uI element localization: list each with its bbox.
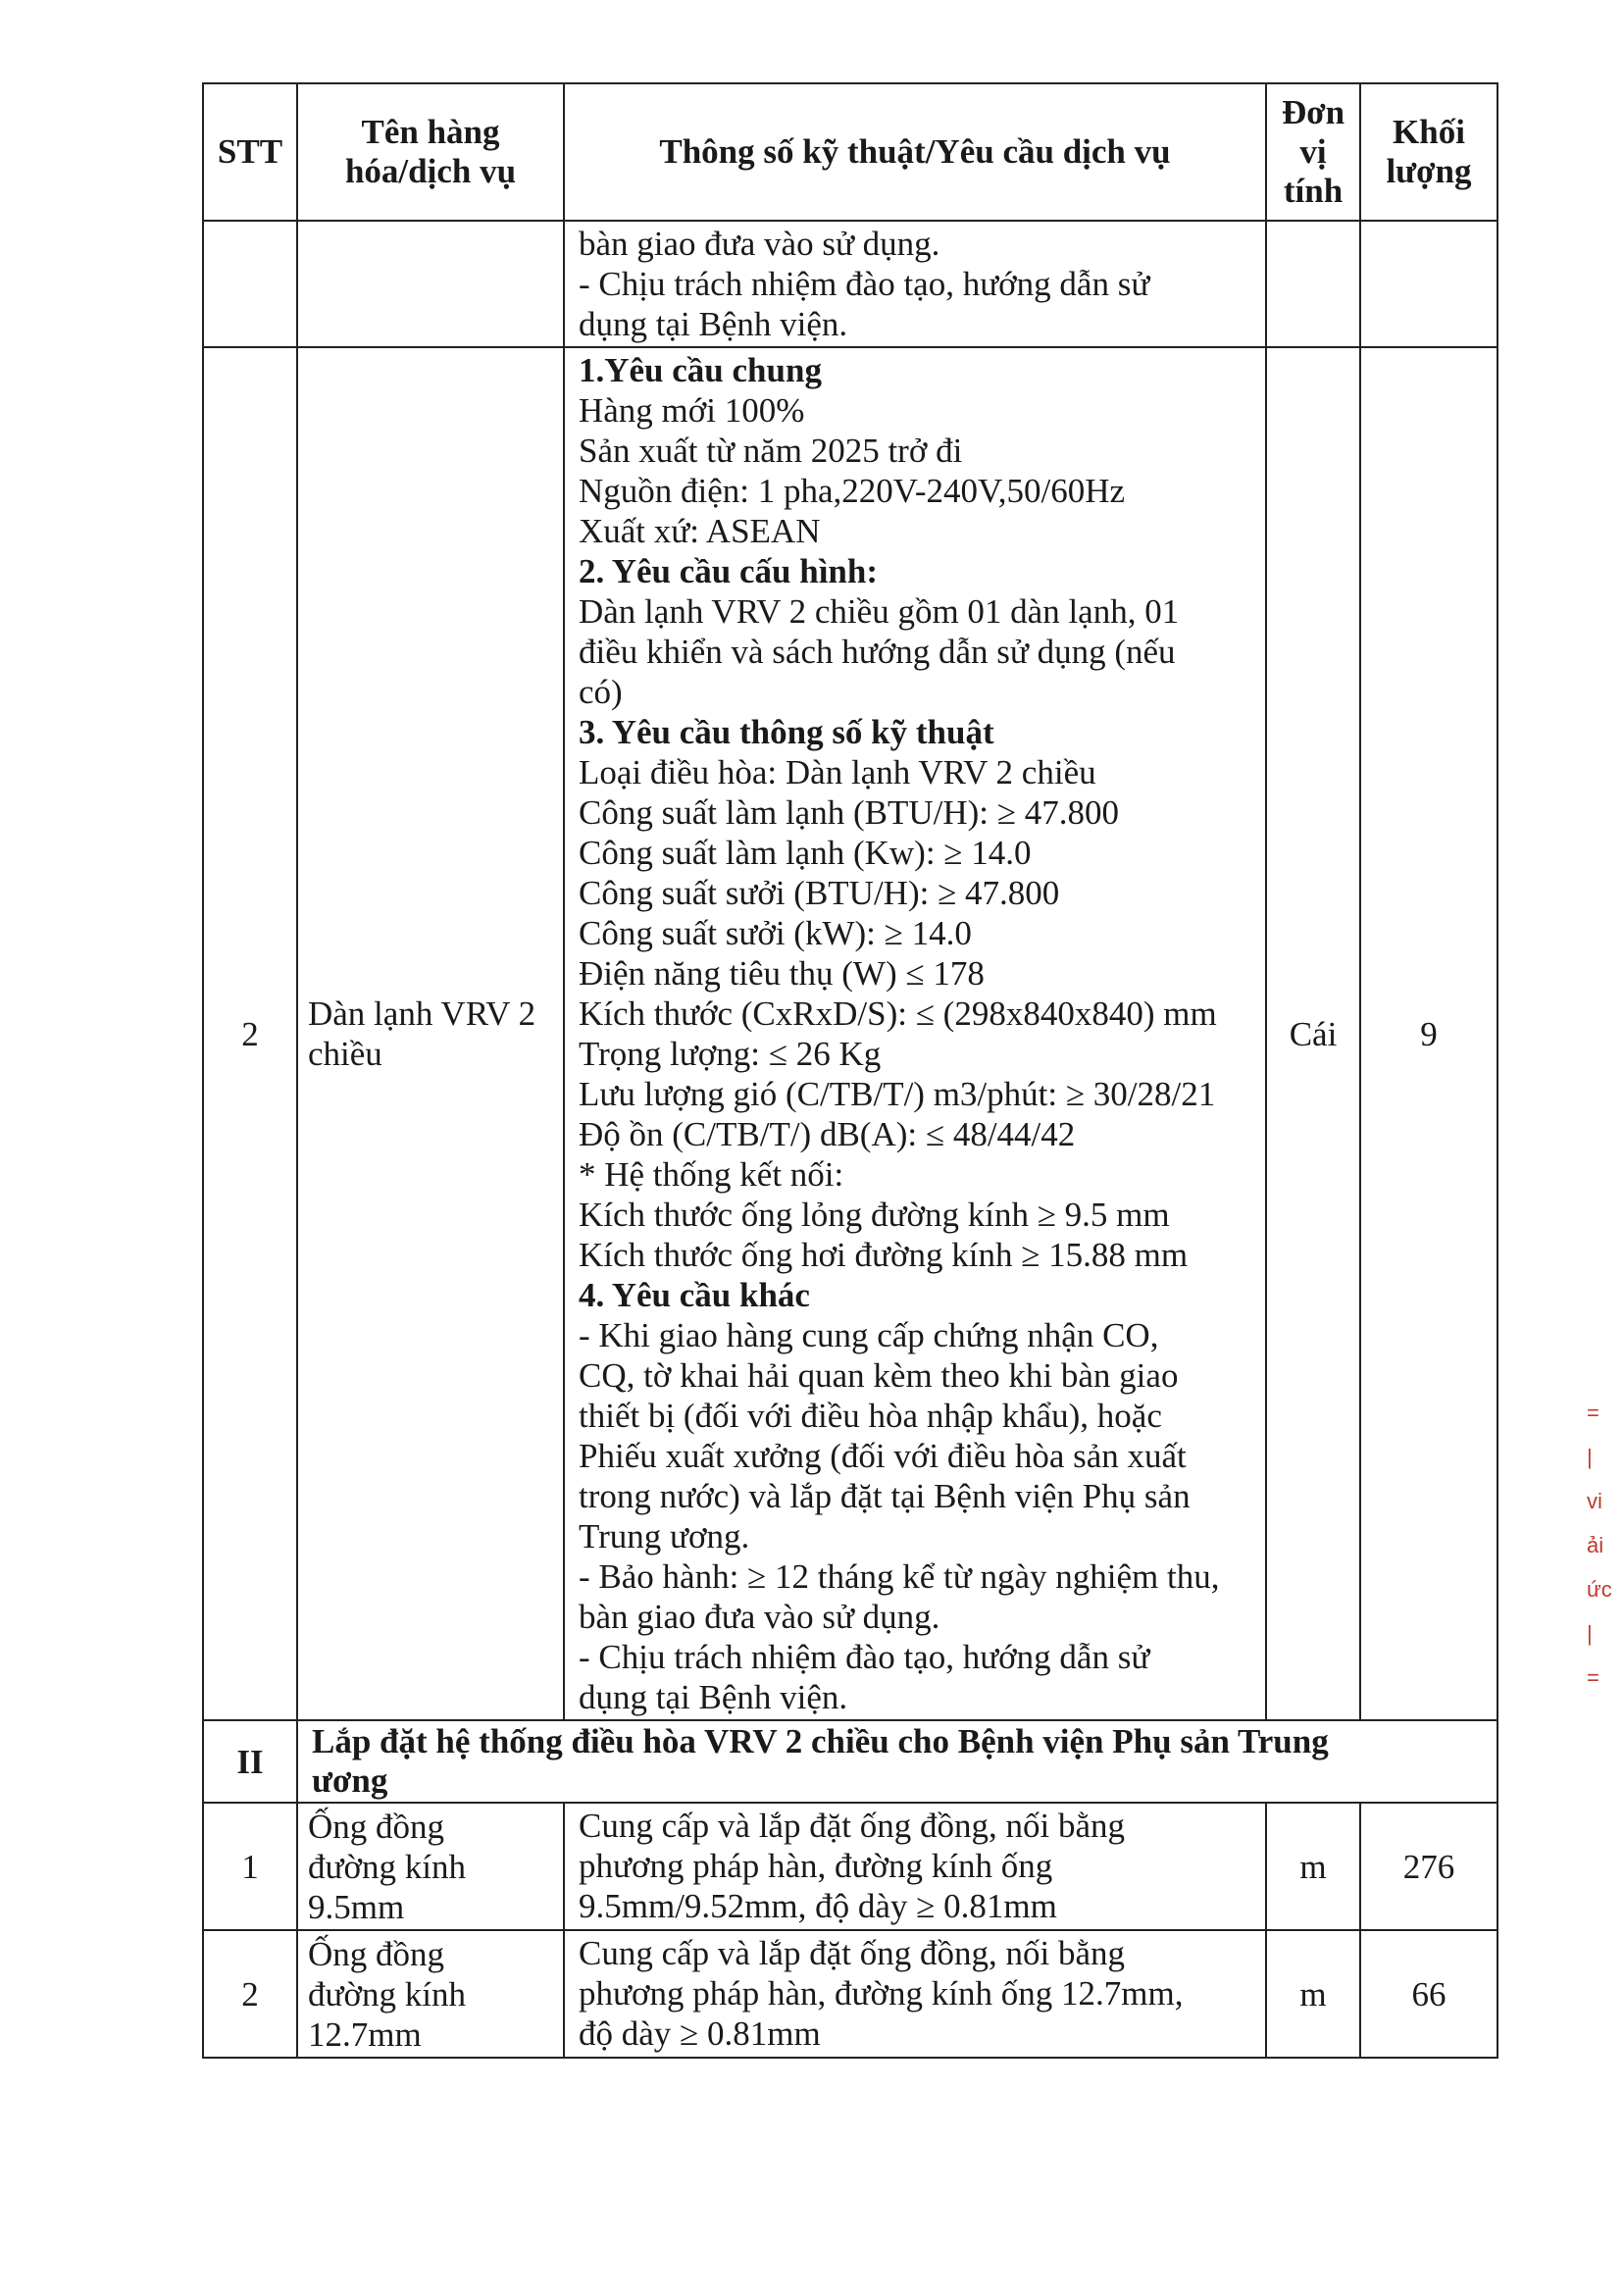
- spec-line: Điện năng tiêu thụ (W) ≤ 178: [579, 954, 985, 993]
- row-name-line: đường kính: [308, 1974, 466, 2014]
- row-name-line: đường kính: [308, 1847, 466, 1886]
- row-unit: m: [1266, 1803, 1360, 1930]
- header-stt: STT: [203, 83, 297, 221]
- row-name-line: Ống đồng: [308, 1807, 445, 1846]
- spec-line: Công suất làm lạnh (Kw): ≥ 14.0: [579, 834, 1032, 872]
- spec-line: * Hệ thống kết nối:: [579, 1155, 844, 1194]
- pipe-row-2: [203, 1930, 1497, 2058]
- header-name-line: Tên hàng: [361, 113, 500, 151]
- item-row-indoor-unit: [203, 347, 1497, 1720]
- spec-line: có): [579, 673, 623, 711]
- spec-line: - Bảo hành: ≥ 12 tháng kể từ ngày nghiệm thu,: [579, 1557, 1220, 1596]
- item-name-line: Dàn lạnh VRV 2: [308, 994, 536, 1033]
- spec-line: trong nước) và lắp đặt tại Bệnh viện Phụ sản: [579, 1477, 1191, 1515]
- continuation-stt: [203, 221, 297, 347]
- margin-mark: vi: [1587, 1489, 1602, 1513]
- row-name: [297, 1930, 564, 2058]
- continuation-unit: [1266, 221, 1360, 347]
- header-name: [297, 83, 564, 221]
- spec-line: CQ, tờ khai hải quan kèm theo khi bàn giao: [579, 1356, 1179, 1395]
- spec-line: 9.5mm/9.52mm, độ dày ≥ 0.81mm: [579, 1887, 1057, 1925]
- header-unit: [1266, 83, 1360, 221]
- section-row: [203, 1720, 1497, 1803]
- spec-line: Phiếu xuất xưởng (đối với điều hòa sản xuất: [579, 1437, 1187, 1475]
- margin-mark: =: [1587, 1401, 1599, 1425]
- header-spec: Thông số kỹ thuật/Yêu cầu dịch vụ: [564, 83, 1266, 221]
- spec-line: - Khi giao hàng cung cấp chứng nhận CO,: [579, 1316, 1159, 1354]
- spec-line: Lưu lượng gió (C/TB/T/) m3/phút: ≥ 30/28/21: [579, 1075, 1216, 1113]
- margin-mark: =: [1587, 1665, 1599, 1690]
- spec-line: Cung cấp và lắp đặt ống đồng, nối bằng: [579, 1807, 1125, 1845]
- spec-line: Trọng lượng: ≤ 26 Kg: [579, 1035, 882, 1073]
- spec-line: - Chịu trách nhiệm đào tạo, hướng dẫn sử: [579, 265, 1150, 303]
- row-name-line: Ống đồng: [308, 1934, 445, 1973]
- spec-line: Công suất sưởi (kW): ≥ 14.0: [579, 914, 972, 952]
- spec-line: Kích thước (CxRxD/S): ≤ (298x840x840) mm: [579, 994, 1217, 1033]
- spec-line: Loại điều hòa: Dàn lạnh VRV 2 chiều: [579, 753, 1096, 791]
- spec-line: Hàng mới 100%: [579, 391, 805, 430]
- spec-line: phương pháp hàn, đường kính ống: [579, 1847, 1053, 1885]
- item-spec: [564, 347, 1266, 1720]
- spec-line: Xuất xứ: ASEAN: [579, 512, 821, 550]
- continuation-row: [203, 221, 1497, 347]
- margin-mark: ải: [1587, 1533, 1604, 1557]
- row-spec: [564, 1803, 1266, 1930]
- row-name-line: 12.7mm: [308, 2014, 422, 2054]
- item-name-line: chiều: [308, 1035, 382, 1073]
- margin-stamp-marks: [1587, 1391, 1616, 1690]
- margin-mark: ức: [1587, 1577, 1612, 1602]
- margin-mark: |: [1587, 1445, 1593, 1469]
- row-qty: 276: [1360, 1803, 1497, 1930]
- spec-line: Cung cấp và lắp đặt ống đồng, nối bằng: [579, 1934, 1125, 1972]
- spec-line: Công suất sưởi (BTU/H): ≥ 47.800: [579, 874, 1060, 912]
- row-spec: [564, 1930, 1266, 2058]
- spec-line: Công suất làm lạnh (BTU/H): ≥ 47.800: [579, 793, 1119, 832]
- specification-table: [202, 82, 1498, 2059]
- section-title: [297, 1720, 1497, 1803]
- spec-line: độ dày ≥ 0.81mm: [579, 2014, 821, 2053]
- header-unit-line: Đơn: [1281, 93, 1345, 131]
- row-qty: 66: [1360, 1930, 1497, 2058]
- margin-mark: |: [1587, 1621, 1593, 1646]
- spec-line: phương pháp hàn, đường kính ống 12.7mm,: [579, 1974, 1184, 2013]
- spec-line: điều khiển và sách hướng dẫn sử dụng (nếu: [579, 633, 1176, 671]
- spec-heading: 1.Yêu cầu chung: [579, 351, 822, 389]
- row-stt: 1: [203, 1803, 297, 1930]
- spec-line: - Chịu trách nhiệm đào tạo, hướng dẫn sử: [579, 1638, 1150, 1676]
- spec-heading: 3. Yêu cầu thông số kỹ thuật: [579, 713, 994, 751]
- row-name-line: 9.5mm: [308, 1887, 405, 1926]
- spec-line: bàn giao đưa vào sử dụng.: [579, 225, 940, 263]
- row-name: [297, 1803, 564, 1930]
- item-unit: Cái: [1266, 347, 1360, 1720]
- spec-line: Sản xuất từ năm 2025 trở đi: [579, 432, 963, 470]
- section-title-line: ương: [312, 1761, 388, 1800]
- spec-line: Dàn lạnh VRV 2 chiều gồm 01 dàn lạnh, 01: [579, 592, 1180, 631]
- header-qty-line: Khối: [1393, 113, 1465, 151]
- continuation-name: [297, 221, 564, 347]
- header-row: [203, 83, 1497, 221]
- continuation-qty: [1360, 221, 1497, 347]
- continuation-spec: [564, 221, 1266, 347]
- header-unit-line: vị: [1299, 132, 1327, 171]
- spec-heading: 4. Yêu cầu khác: [579, 1276, 810, 1314]
- spec-line: Kích thước ống hơi đường kính ≥ 15.88 mm: [579, 1236, 1189, 1274]
- item-stt: 2: [203, 347, 297, 1720]
- spec-line: Trung ương.: [579, 1517, 750, 1555]
- header-qty-line: lượng: [1386, 152, 1472, 190]
- item-qty: 9: [1360, 347, 1497, 1720]
- spec-line: dụng tại Bệnh viện.: [579, 1678, 848, 1716]
- item-name: [297, 347, 564, 1720]
- spec-line: bàn giao đưa vào sử dụng.: [579, 1598, 940, 1636]
- section-title-line: Lắp đặt hệ thống điều hòa VRV 2 chiều cho Bệnh viện Phụ sản Trung: [312, 1722, 1329, 1760]
- header-qty: [1360, 83, 1497, 221]
- spec-line: thiết bị (đối với điều hòa nhập khẩu), hoặc: [579, 1397, 1162, 1435]
- pipe-row-1: [203, 1803, 1497, 1930]
- spec-line: Độ ồn (C/TB/T/) dB(A): ≤ 48/44/42: [579, 1115, 1076, 1153]
- header-name-line: hóa/dịch vụ: [344, 152, 517, 190]
- spec-line: Kích thước ống lỏng đường kính ≥ 9.5 mm: [579, 1196, 1170, 1234]
- spec-line: dụng tại Bệnh viện.: [579, 305, 848, 343]
- header-unit-line: tính: [1283, 172, 1344, 210]
- section-number: II: [203, 1720, 297, 1803]
- spec-line: Nguồn điện: 1 pha,220V-240V,50/60Hz: [579, 472, 1126, 510]
- row-stt: 2: [203, 1930, 297, 2058]
- row-unit: m: [1266, 1930, 1360, 2058]
- spec-heading: 2. Yêu cầu cấu hình:: [579, 552, 879, 590]
